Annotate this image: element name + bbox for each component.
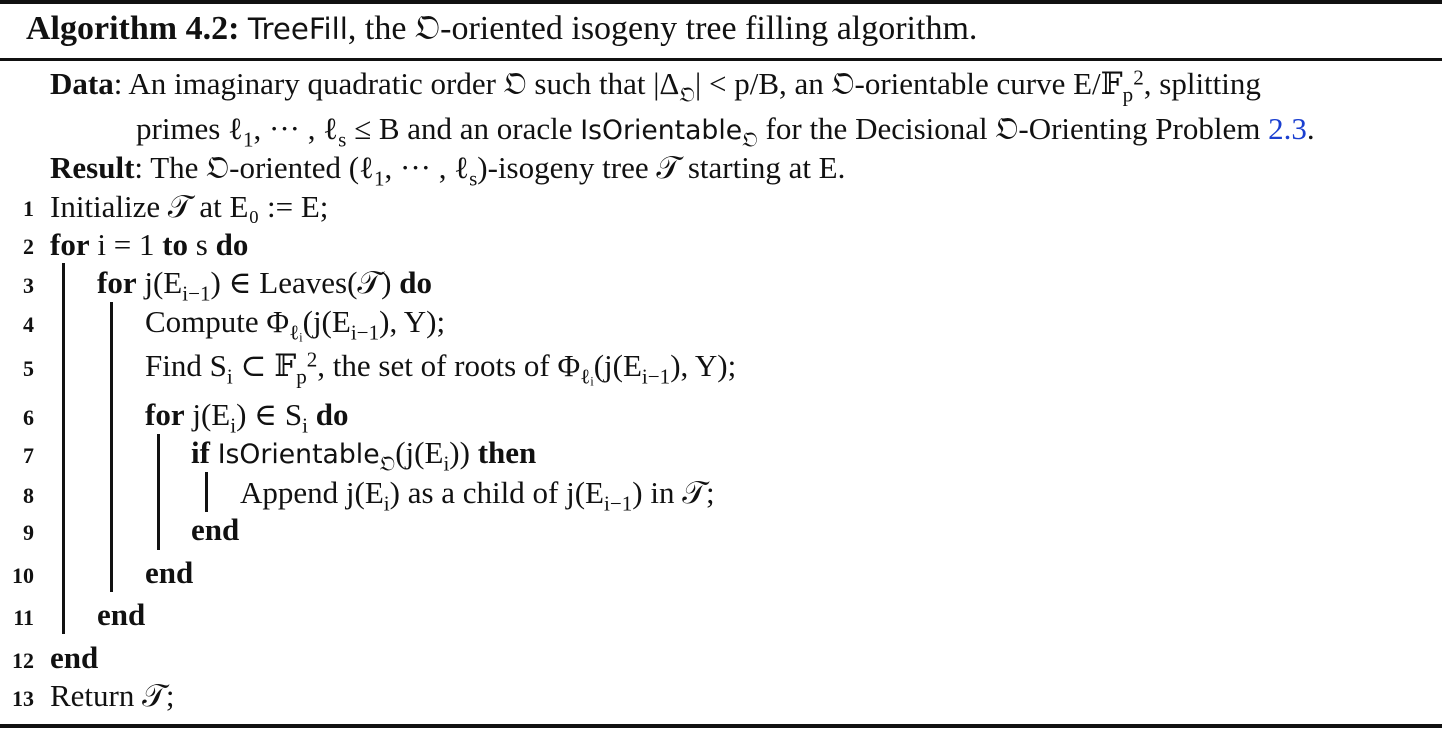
data2-sub-b: 1 (242, 127, 254, 152)
result-b: , ··· , ℓ (384, 150, 470, 185)
data2-a: primes ℓ (136, 111, 243, 146)
l7-sub: i (443, 451, 450, 476)
result-s2: s (469, 166, 478, 191)
line-number: 9 (23, 520, 34, 545)
kw-do: do (215, 227, 249, 262)
kw-do: do (315, 397, 349, 432)
algo-line-10: end (145, 555, 194, 590)
data-text-f: , splitting (1143, 66, 1261, 101)
l5-sub4: i−1 (641, 364, 671, 389)
line-number: 13 (12, 686, 34, 711)
line-number: 10 (12, 563, 34, 588)
algorithm-caption (26, 10, 977, 48)
line-number: 2 (23, 234, 34, 259)
algo-line-7 (191, 435, 537, 476)
line-number: 6 (23, 405, 34, 430)
data-line-1 (50, 65, 1261, 107)
kw-for: for (145, 397, 185, 432)
data-sub-d: p (1122, 82, 1134, 107)
l5-sub2: p (296, 364, 307, 389)
line-number: 11 (13, 605, 34, 630)
l5-sub3: ℓᵢ (580, 364, 594, 389)
result-c: )-isogeny tree 𝒯 starting at E. (477, 150, 846, 185)
line-number: 12 (12, 648, 34, 673)
kw-to: to (162, 227, 189, 262)
result-label: Result (50, 150, 135, 185)
data-sup-e: 2 (1133, 65, 1144, 90)
l3-mid2: ) ∈ Leaves(𝒯) (210, 265, 400, 300)
algo-line-6 (145, 397, 349, 438)
algo-line-11: end (97, 597, 146, 632)
algo-line-13: Return 𝒯; (50, 678, 175, 713)
kw-for: for (97, 265, 137, 300)
l2-mid: i = 1 (89, 227, 163, 262)
l5-d: (j(E (593, 348, 642, 383)
kw-do: do (399, 265, 432, 300)
caption-rest: , the 𝔒-oriented isogeny tree filling algorithm. (347, 10, 978, 47)
caption-label: Algorithm 4.2: (26, 10, 240, 47)
algo-line-2 (50, 229, 248, 260)
l6-mid: j(E (184, 397, 231, 432)
line-number: 7 (23, 443, 34, 468)
l6-sub: i (230, 413, 237, 438)
l4-sub: ℓᵢ (289, 320, 303, 345)
l5-c: , the set of roots of Φ (317, 348, 581, 383)
line-number: 3 (23, 273, 34, 298)
data2-sub-d: s (338, 127, 347, 152)
l7-mid2: )) (449, 435, 478, 470)
algo-line-4 (145, 304, 446, 345)
scope-bar-for-leaves (110, 302, 113, 592)
data-text-a: : An imaginary quadratic order 𝔒 such that |Δ (113, 66, 680, 101)
data-label: Data (50, 66, 114, 101)
l5-e: ), Y); (670, 348, 737, 383)
l8-b: ) as a child of j(E (389, 475, 604, 510)
kw-if: if (191, 435, 210, 470)
oracle-name: IsOrientable (217, 439, 380, 470)
algo-line-3 (97, 265, 432, 306)
l5-sup: 2 (306, 347, 318, 372)
algo-line-8 (240, 475, 715, 516)
l4-c: ), Y); (379, 304, 446, 339)
algo-line-5 (145, 347, 737, 389)
scope-bar-if (205, 472, 208, 512)
l8-a: Append j(E (240, 475, 384, 510)
algo-line-12: end (50, 640, 99, 675)
result-line (50, 150, 846, 191)
l4-sub2: i−1 (350, 320, 380, 345)
algorithm-name: TreeFill (247, 12, 348, 46)
l2-mid2: s (188, 227, 216, 262)
kw-then: then (477, 435, 537, 470)
bottom-rule (0, 724, 1442, 728)
algo-line-1: Initialize 𝒯 at E₀ := E; (50, 189, 329, 224)
scope-bar-for-i (62, 263, 65, 634)
kw-for: for (50, 227, 90, 262)
l4-b: (j(E (302, 304, 351, 339)
l3-sub: i−1 (182, 281, 211, 306)
l3-mid: j(E (136, 265, 183, 300)
data2-c: , ··· , ℓ (253, 111, 339, 146)
l7-osub: 𝔒 (379, 451, 396, 476)
line-number: 5 (23, 356, 34, 381)
l6-sub2: i (302, 413, 308, 438)
scope-bar-for-roots (157, 434, 160, 550)
data2-e: ≤ B and an oracle (346, 111, 581, 146)
top-rule (0, 0, 1442, 4)
data-sub-b: 𝔒 (679, 82, 696, 107)
l5-b: ⊂ 𝔽 (232, 348, 297, 383)
l5-a: Find S (145, 348, 227, 383)
data2-f: for the Decisional 𝔒-Orienting Problem (757, 111, 1269, 146)
line-number: 4 (23, 312, 34, 337)
data-line-2 (136, 111, 1315, 152)
l6-mid2: ) ∈ S (236, 397, 303, 432)
l8-sub: i (383, 491, 390, 516)
l5-sub: i (226, 364, 233, 389)
caption-rule (0, 58, 1442, 61)
line-number: 1 (23, 196, 34, 221)
oracle-name: IsOrientable (580, 115, 743, 146)
result-s1: 1 (373, 166, 385, 191)
l4-a: Compute Φ (145, 304, 290, 339)
l8-sub2: i−1 (603, 491, 633, 516)
data2-g: . (1306, 111, 1315, 146)
line-number: 8 (23, 483, 34, 508)
result-a: : The 𝔒-oriented (ℓ (134, 150, 374, 185)
l8-c: ) in 𝒯; (632, 475, 715, 510)
problem-ref-link[interactable]: 2.3 (1268, 111, 1307, 146)
data-text-c: | < p/B, an 𝔒-orientable curve E/𝔽 (695, 66, 1123, 101)
oracle-sub: 𝔒 (742, 127, 758, 152)
algo-line-9: end (191, 512, 240, 547)
l7-mid: (j(E (395, 435, 444, 470)
